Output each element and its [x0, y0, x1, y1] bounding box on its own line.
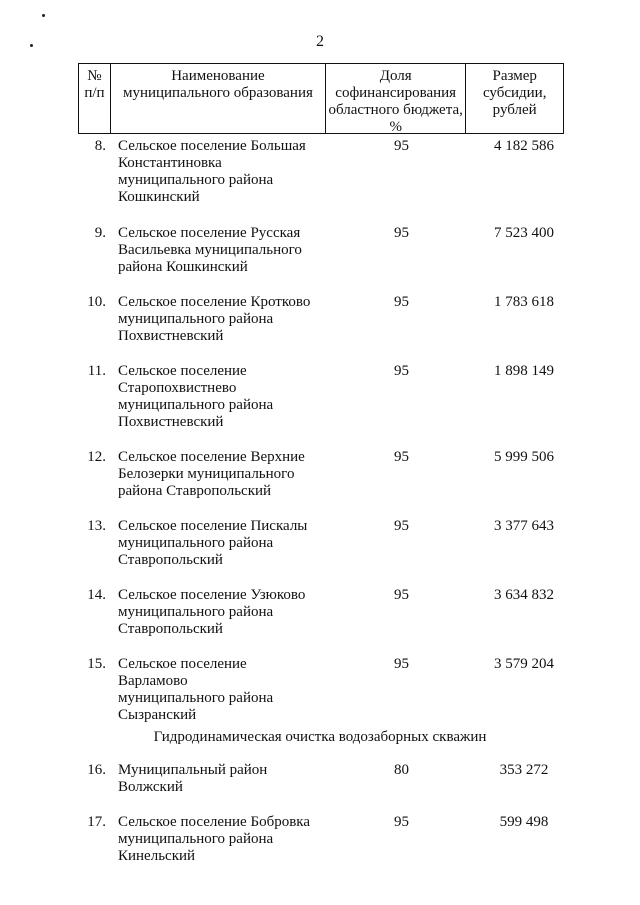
page-number: 2 [316, 33, 324, 50]
row-number: 16. [87, 762, 106, 778]
section-title: Гидродинамическая очистка водозаборных скважин [153, 729, 487, 745]
row-number: 15. [87, 656, 106, 672]
row-number: 17. [87, 814, 106, 830]
cofinancing-share: 95 [394, 363, 409, 379]
subsidy-amount: 5 999 506 [494, 449, 554, 465]
row-number: 14. [87, 587, 106, 603]
row-number: 8. [94, 138, 106, 154]
municipality-name: Сельское поселение Верхние Белозерки муниципального района Ставропольский [118, 449, 305, 499]
cofinancing-share: 95 [394, 656, 409, 672]
row-number: 12. [87, 449, 106, 465]
table-header [78, 63, 564, 134]
municipality-name: Сельское поселение Старопохвистнево муниципального района Похвистневский [118, 363, 274, 430]
header-name: Наименование муниципального образования [111, 64, 326, 133]
subsidy-amount: 1 898 149 [494, 363, 554, 379]
municipality-name: Сельское поселение Узюково муниципального района Ставропольский [118, 587, 306, 637]
subsidy-amount: 3 634 832 [494, 587, 554, 603]
municipality-name: Сельское поселение Варламово муниципального района Сызранский [118, 656, 274, 723]
municipality-name: Сельское поселение Русская Васильевка муниципального района Кошкинский [118, 225, 302, 275]
header-share: Доля софинансирования областного бюджета, % [326, 64, 466, 133]
scan-speck [42, 14, 45, 17]
header-num: № п/п [79, 64, 111, 133]
cofinancing-share: 95 [394, 225, 409, 241]
cofinancing-share: 95 [394, 518, 409, 534]
cofinancing-share: 95 [394, 587, 409, 603]
subsidy-amount: 3 579 204 [494, 656, 554, 672]
cofinancing-share: 95 [394, 449, 409, 465]
header-amount: Размер субсидии, рублей [482, 68, 547, 118]
subsidy-amount: 1 783 618 [494, 294, 554, 310]
municipality-name: Сельское поселение Кротково муниципального района Похвистневский [118, 294, 311, 344]
cofinancing-share: 95 [394, 814, 409, 830]
subsidy-amount: 353 272 [499, 762, 549, 778]
municipality-name: Сельское поселение Большая Константиновка муниципального района Кошкинский [118, 138, 306, 205]
municipality-name: Муниципальный район Волжский [118, 762, 268, 795]
municipality-name: Сельское поселение Бобровка муниципального района Кинельский [118, 814, 310, 864]
row-number: 9. [94, 225, 106, 241]
row-number: 10. [87, 294, 106, 310]
cofinancing-share: 95 [394, 294, 409, 310]
subsidy-amount: 599 498 [499, 814, 549, 830]
row-number: 11. [87, 363, 106, 379]
municipality-name: Сельское поселение Пискалы муниципального района Ставропольский [118, 518, 308, 568]
row-number: 13. [87, 518, 106, 534]
subsidy-amount: 7 523 400 [494, 225, 554, 241]
cofinancing-share: 95 [394, 138, 409, 154]
subsidy-amount: 4 182 586 [494, 138, 554, 154]
cofinancing-share: 80 [394, 762, 409, 778]
subsidy-amount: 3 377 643 [494, 518, 554, 534]
